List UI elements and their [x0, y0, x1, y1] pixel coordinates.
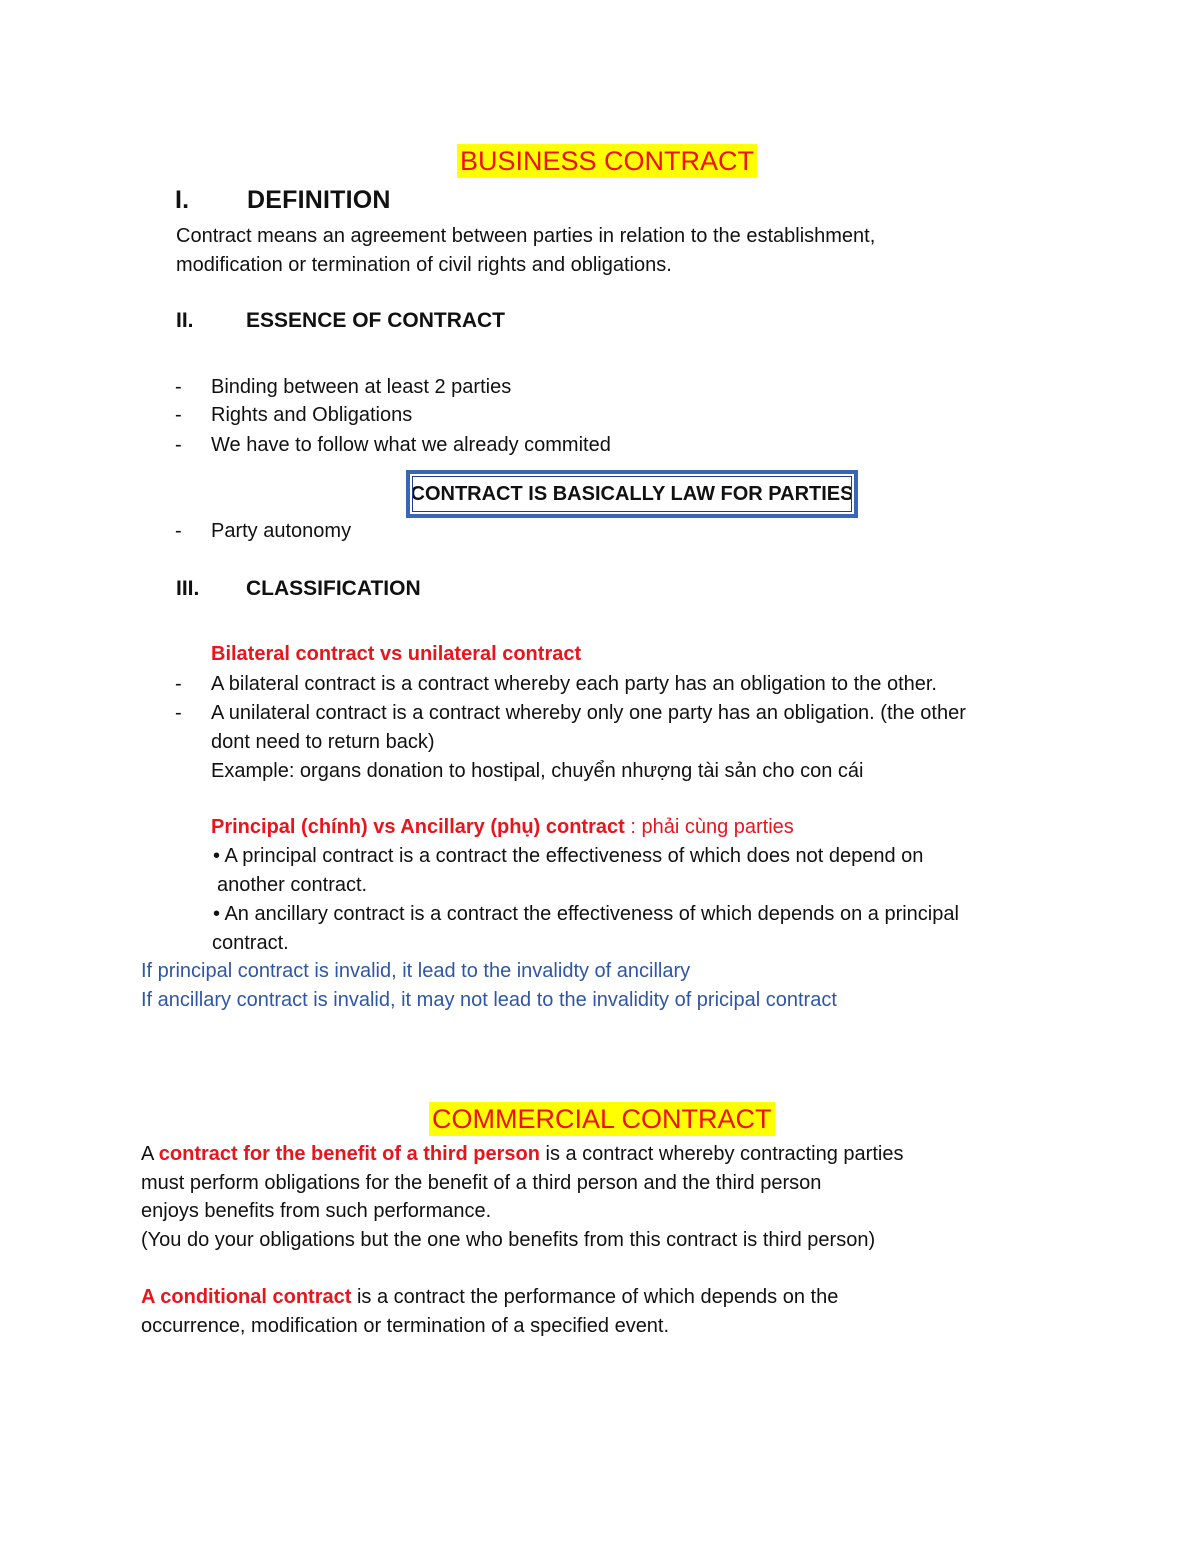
- section-title: DEFINITION: [247, 186, 391, 214]
- ancillary-item-line-1: • An ancillary contract is a contract the effectiveness of which depends on a principal: [213, 903, 959, 925]
- principal-heading-term: Principal (chính) vs Ancillary (phụ) contract: [211, 816, 625, 838]
- definition-line-2: modification or termination of civil rights and obligations.: [176, 254, 672, 276]
- list-item-text: We have to follow what we already commited: [211, 434, 611, 456]
- callout-text: CONTRACT IS BASICALLY LAW FOR PARTIES: [410, 482, 854, 505]
- section-title: ESSENCE OF CONTRACT: [246, 309, 506, 332]
- section-numeral: II.: [176, 309, 194, 332]
- section-numeral: III.: [176, 577, 200, 600]
- note-line-1: If principal contract is invalid, it lead to the invalidty of ancillary: [141, 960, 691, 982]
- list-item-text: Party autonomy: [211, 520, 352, 542]
- conditional-line-1: [141, 1283, 838, 1312]
- principal-item-line-2: another contract.: [217, 874, 368, 896]
- principal-item-line-1: • A principal contract is a contract the effectiveness of which does not depend on: [213, 845, 924, 867]
- third-person-line-2: must perform obligations for the benefit of a third person and the third person: [141, 1172, 822, 1194]
- section-title: CLASSIFICATION: [246, 577, 421, 600]
- callout-border: [410, 474, 854, 514]
- document-title: BUSINESS CONTRACT: [457, 144, 757, 178]
- list-item-text: Binding between at least 2 parties: [211, 376, 512, 398]
- list-item-text: Rights and Obligations: [211, 404, 413, 426]
- third-person-rest: is a contract whereby contracting parties: [539, 1143, 904, 1165]
- third-person-line-3: enjoys benefits from such performance.: [141, 1200, 492, 1222]
- commercial-title: COMMERCIAL CONTRACT: [429, 1102, 775, 1136]
- note-line-2: If ancillary contract is invalid, it may not lead to the invalidity of pricipal contract: [141, 989, 837, 1011]
- definition-line-1: Contract means an agreement between parties in relation to the establishment,: [176, 225, 876, 247]
- ancillary-item-line-2: contract.: [212, 932, 289, 954]
- example-line: Example: organs donation to hostipal, chuyển nhượng tài sản cho con cái: [211, 760, 864, 782]
- principal-heading: [211, 813, 794, 842]
- dash-marker: -: [175, 376, 182, 398]
- dash-marker: -: [175, 702, 182, 724]
- conditional-line-2: occurrence, modification or termination of a specified event.: [141, 1315, 670, 1337]
- third-person-line-4: (You do your obligations but the one who benefits from this contract is third person): [141, 1229, 876, 1251]
- dash-marker: -: [175, 520, 182, 542]
- list-item-continuation: dont need to return back): [211, 731, 435, 753]
- third-person-prefix: A: [141, 1143, 159, 1165]
- third-person-line-1: [141, 1140, 903, 1169]
- dash-marker: -: [175, 404, 182, 426]
- section-numeral: I.: [175, 186, 190, 214]
- conditional-term: A conditional contract: [141, 1286, 352, 1308]
- conditional-rest: is a contract the performance of which depends on the: [351, 1286, 839, 1308]
- principal-heading-note: : phải cùng parties: [624, 816, 794, 838]
- list-item-text: A bilateral contract is a contract whereby each party has an obligation to the other.: [211, 673, 937, 695]
- dash-marker: -: [175, 673, 182, 695]
- callout-box: [406, 470, 858, 518]
- list-item-text: A unilateral contract is a contract whereby only one party has an obligation. (the other: [211, 702, 966, 724]
- third-person-term: contract for the benefit of a third person: [158, 1143, 540, 1165]
- dash-marker: -: [175, 434, 182, 456]
- bilateral-heading: Bilateral contract vs unilateral contract: [211, 643, 582, 665]
